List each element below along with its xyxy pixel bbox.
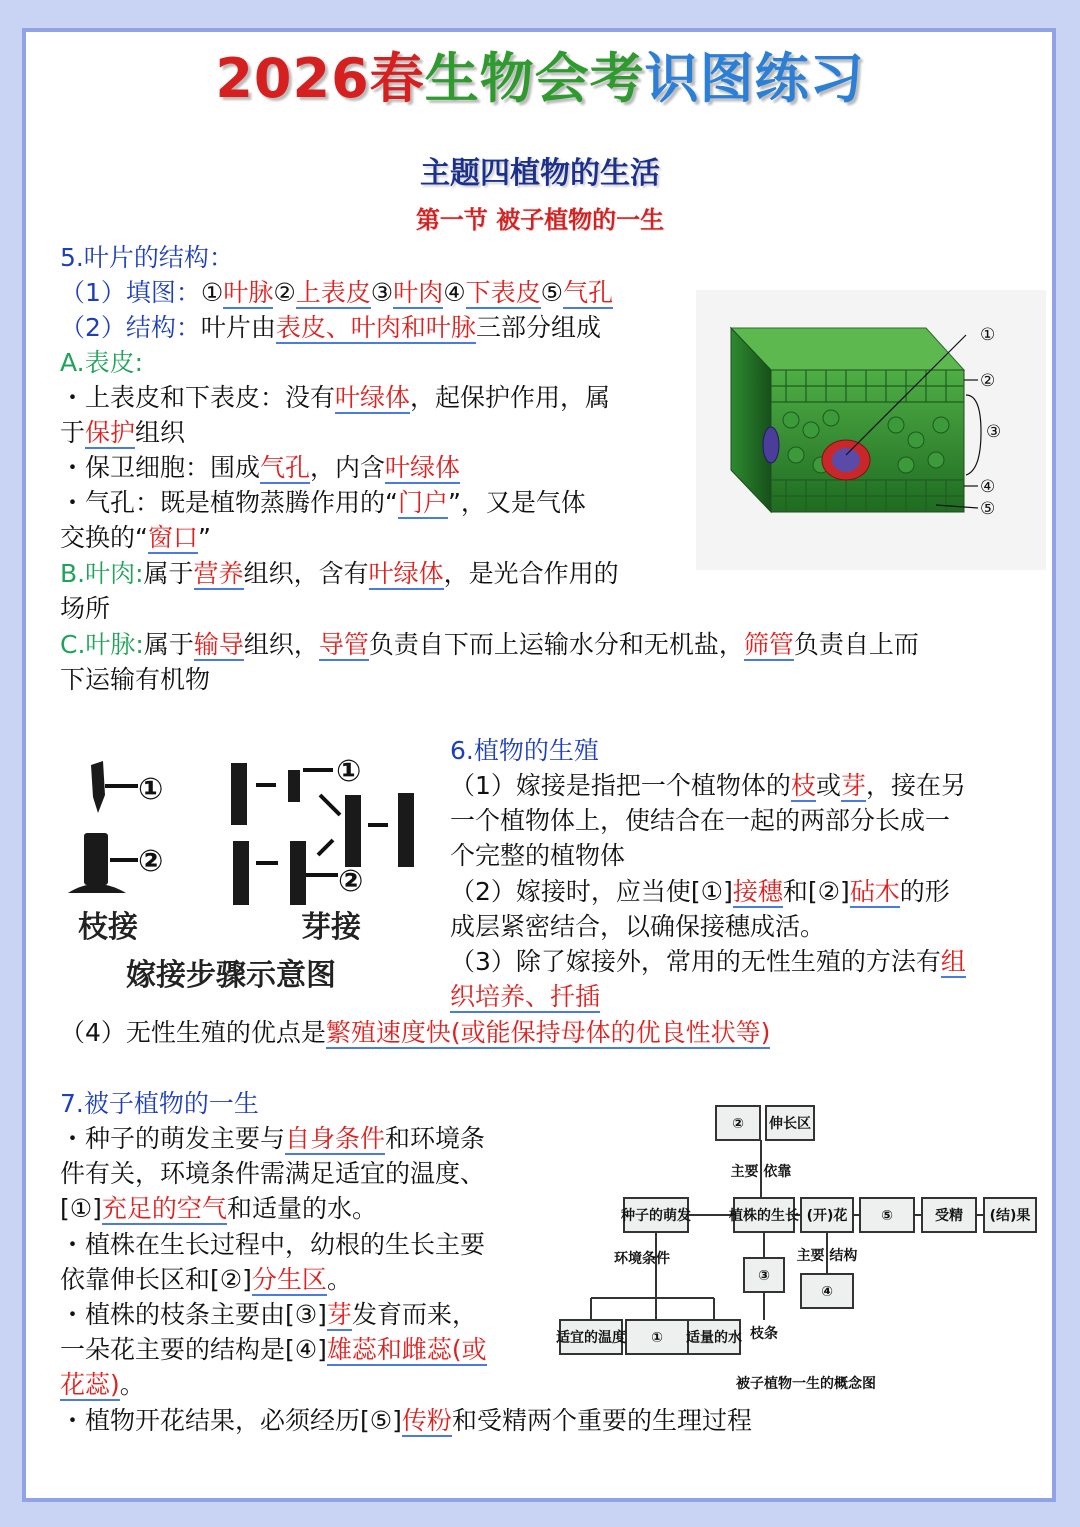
life-line-3: [①]充足的空气和适量的水。 bbox=[60, 1194, 377, 1223]
map-main-struct: 主要 结构 bbox=[796, 1248, 858, 1264]
scion-shape bbox=[91, 761, 105, 813]
graft-label-1-right: ① bbox=[336, 754, 362, 789]
concept-map-figure bbox=[556, 1098, 1042, 1398]
grafting-figure bbox=[58, 745, 438, 1005]
bud-stock-2 bbox=[345, 795, 361, 867]
reproduction-heading: 6.植物的生殖 bbox=[450, 736, 599, 765]
graft-p1-line-1: （1）嫁接是指把一个植物体的枝或芽，接在另 bbox=[450, 771, 966, 800]
graft-figure-caption: 嫁接步骤示意图 bbox=[126, 958, 336, 993]
epidermis-line-2: 于保护组织 bbox=[60, 418, 186, 447]
branch-stock-2 bbox=[290, 841, 306, 905]
map-fert: 受精 bbox=[935, 1208, 963, 1224]
leaf-structure-line: （2）结构：叶片由表皮、叶肉和叶脉三部分组成 bbox=[60, 313, 601, 342]
branch-stock-1 bbox=[233, 841, 249, 905]
map-growth: 植株的生长 bbox=[729, 1208, 799, 1224]
bud-piece bbox=[288, 770, 300, 802]
leaf-label-5: ⑤ bbox=[980, 499, 996, 519]
graft-p1-line-3: 个完整的植物体 bbox=[450, 841, 626, 870]
map-branch: 枝条 bbox=[750, 1326, 778, 1342]
leaf-vein-core bbox=[832, 448, 860, 472]
leaf-fill-line: （1）填图：①叶脉②上表皮③叶肉④下表皮⑤气孔 bbox=[60, 278, 614, 307]
mesophyll-line: B.叶肉:属于营养组织，含有叶绿体，是光合作用的 bbox=[60, 559, 619, 588]
life-line-8: 花蕊)。 bbox=[60, 1370, 145, 1399]
epidermis-label: A.表皮: bbox=[60, 348, 144, 377]
graft-p2-line-2: 成层紧密结合，以确保接穗成活。 bbox=[450, 912, 826, 941]
life-cycle-heading: 7.被子植物的一生 bbox=[60, 1089, 259, 1118]
leaf-structure-figure bbox=[696, 290, 1046, 570]
graft-label-2-right: ② bbox=[338, 864, 364, 899]
vein-line: C.叶脉:属于输导组织，导管负责自下而上运输水分和无机盐，筛管负责自上而 bbox=[60, 630, 919, 659]
leaf-label-4: ④ bbox=[980, 477, 996, 497]
map-caption: 被子植物一生的概念图 bbox=[736, 1376, 876, 1392]
bud-graft-label: 芽接 bbox=[301, 910, 361, 945]
mesophyll-line-2: 场所 bbox=[60, 594, 111, 623]
life-line-9: ・植物开花结果，必须经历[⑤]传粉和受精两个重要的生理过程 bbox=[60, 1406, 752, 1435]
stock-shape bbox=[84, 833, 108, 885]
stock-base bbox=[68, 884, 126, 893]
bud-stock-3 bbox=[398, 793, 414, 867]
map-main-rely: 主要 依靠 bbox=[730, 1164, 792, 1180]
stomata-line-1: ・气孔：既是植物蒸腾作用的“门户”，又是气体 bbox=[60, 488, 586, 517]
life-line-1: ・种子的萌发主要与自身条件和环境条 bbox=[60, 1124, 486, 1153]
map-env: 环境条件 bbox=[614, 1251, 670, 1267]
branch-graft-label: 枝接 bbox=[78, 910, 138, 945]
map-n2: ② bbox=[732, 1116, 744, 1132]
map-n3: ③ bbox=[758, 1268, 770, 1284]
life-line-4: ・植株在生长过程中，幼根的生长主要 bbox=[60, 1230, 486, 1259]
leaf-label-1: ① bbox=[980, 325, 996, 345]
map-flower: (开)花 bbox=[806, 1208, 848, 1224]
map-fruit: (结)果 bbox=[989, 1208, 1031, 1224]
leaf-side-vein bbox=[763, 427, 779, 463]
life-line-2: 件有关，环境条件需满足适宜的温度、 bbox=[60, 1159, 486, 1188]
graft-p4-line: （4）无性生殖的优点是繁殖速度快(或能保持母体的优良性状等) bbox=[60, 1018, 771, 1047]
leaf-label-2: ② bbox=[980, 371, 996, 391]
map-elong: 伸长区 bbox=[769, 1116, 811, 1132]
graft-p3-line-2: 织培养、扦插 bbox=[450, 982, 601, 1011]
life-line-5: 依靠伸长区和[②]分生区。 bbox=[60, 1265, 352, 1294]
map-temp: 适宜的温度 bbox=[556, 1330, 626, 1346]
leaf-top-surface bbox=[731, 328, 964, 370]
section-title: 第一节 被子植物的一生 bbox=[415, 206, 665, 234]
stomata-line-2: 交换的“窗口” bbox=[60, 523, 211, 552]
map-germ: 种子的萌发 bbox=[621, 1208, 691, 1224]
graft-label-1-left: ① bbox=[138, 772, 164, 807]
vein-line-2: 下运输有机物 bbox=[60, 665, 211, 694]
guard-cell-line: ・保卫细胞：围成气孔，内含叶绿体 bbox=[60, 453, 461, 482]
bud-stock-1 bbox=[231, 763, 247, 825]
epidermis-line-1: ・上表皮和下表皮：没有叶绿体，起保护作用，属 bbox=[60, 383, 611, 412]
leaf-heading: 5.叶片的结构： bbox=[60, 243, 234, 272]
graft-p2-line-1: （2）嫁接时，应当使[①]接穗和[②]砧木的形 bbox=[450, 877, 950, 906]
graft-p3-line-1: （3）除了嫁接外，常用的无性生殖的方法有组 bbox=[450, 947, 966, 976]
graft-p1-line-2: 一个植物体上，使结合在一起的两部分长成一 bbox=[450, 806, 951, 835]
leaf-label-3: ③ bbox=[986, 422, 1002, 442]
map-n4: ④ bbox=[821, 1284, 833, 1300]
life-line-7: 一朵花主要的结构是[④]雄蕊和雌蕊(或 bbox=[60, 1335, 487, 1364]
graft-label-2-left: ② bbox=[138, 844, 164, 879]
map-n1: ① bbox=[651, 1330, 663, 1346]
map-water: 适量的水 bbox=[686, 1330, 742, 1346]
topic-title: 主题四植物的生活 bbox=[420, 156, 660, 191]
page-title: 2026春生物会考识图练习 bbox=[215, 47, 865, 110]
map-n5: ⑤ bbox=[881, 1208, 893, 1224]
life-line-6: ・植株的枝条主要由[③]芽发育而来， bbox=[60, 1300, 477, 1329]
leaf-front-face bbox=[771, 370, 964, 512]
